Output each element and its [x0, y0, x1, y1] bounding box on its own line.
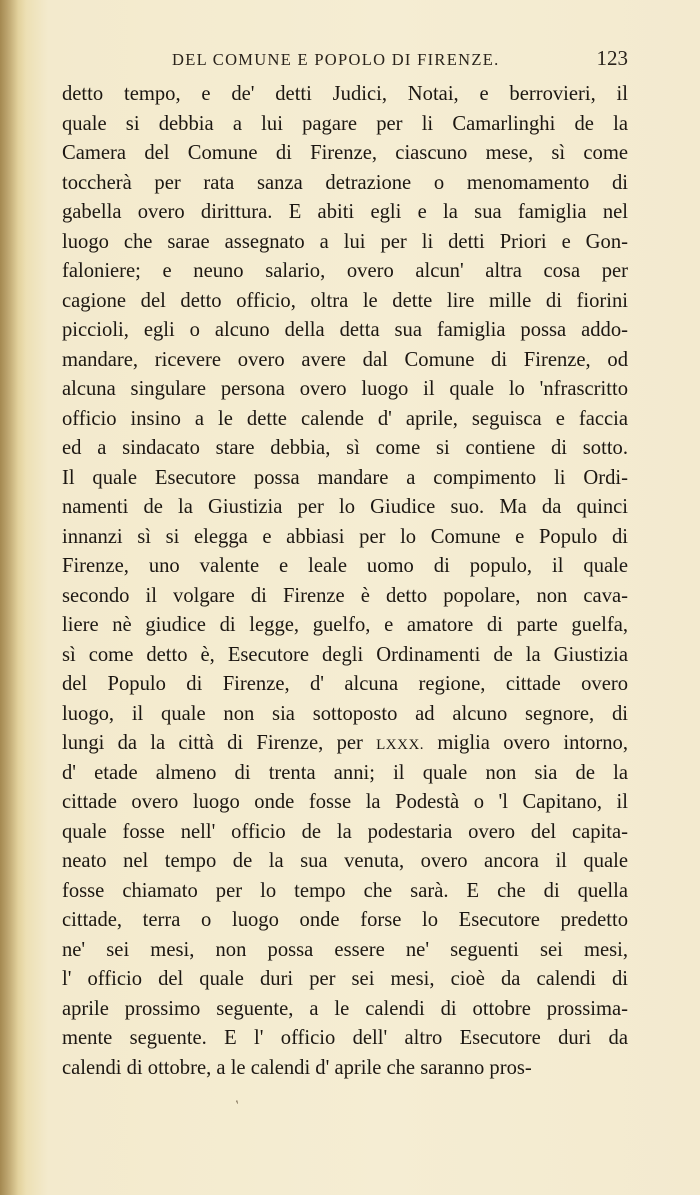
- text-line: del Populo di Firenze, d' alcuna regione, cittade overo: [62, 673, 628, 695]
- text-line: mandare, ricevere overo avere dal Comune di Firenze, od: [62, 348, 628, 371]
- text-line: d' etade almeno di trenta anni; il quale non sia de la: [62, 761, 628, 784]
- text-line: secondo il volgare di Firenze è detto popolare, non cava-: [62, 584, 628, 607]
- text-line: quale fosse nell' officio de la podestaria overo del capita-: [62, 820, 628, 843]
- text-line: fosse chiamato per lo tempo che sarà. E che di quella: [62, 879, 628, 902]
- text-line: aprile prossimo seguente, a le calendi di ottobre prossima-: [62, 997, 628, 1020]
- page-number: 123: [596, 46, 628, 70]
- text-line: luogo, il quale non sia sottoposto ad alcuno segnore, di: [62, 702, 628, 725]
- text-line: l' officio del quale duri per sei mesi, cioè da calendi di: [62, 968, 628, 990]
- text-line: luogo che sarae assegnato a lui per li detti Priori e Gon-: [62, 230, 628, 253]
- text-line: cittade overo luogo onde fosse la Podestà o 'l Capitano, il: [62, 791, 628, 813]
- spine-shadow: [0, 0, 26, 1195]
- text-line: liere nè giudice di legge, guelfo, e amatore di parte guelfa,: [62, 614, 628, 636]
- text-line: officio insino a le dette calende d' aprile, seguisca e faccia: [62, 407, 628, 430]
- text-line: faloniere; e neuno salario, overo alcun' altra cosa per: [62, 260, 628, 282]
- text-line: ed a sindacato stare debbia, sì come si contiene di sotto.: [62, 437, 628, 459]
- text-line: alcuna singulare persona overo luogo il quale lo 'nfrascritto: [62, 378, 628, 400]
- text-line: cagione del detto officio, oltra le dette lire mille di fiorini: [62, 289, 628, 312]
- text-line: mente seguente. E l' officio dell' altro Esecutore duri da: [62, 1027, 628, 1049]
- text-line: Il quale Esecutore possa mandare a compimento li Ordi-: [62, 466, 628, 489]
- running-title: DEL COMUNE E POPOLO DI FIRENZE.: [172, 50, 500, 69]
- text-line: toccherà per rata sanza detrazione o menomamento di: [62, 171, 628, 194]
- body-text: [62, 80, 628, 1083]
- text-line-with-numeral: [62, 729, 628, 759]
- text-line: ne' sei mesi, non possa essere ne' seguenti sei mesi,: [62, 938, 628, 961]
- text-line: detto tempo, e de' detti Judici, Notai, e berrovieri, il: [62, 83, 628, 105]
- text-fragment: miglia overo intorno,: [437, 732, 628, 754]
- text-line: piccioli, egli o alcuno della detta sua famiglia possa addo-: [62, 319, 628, 341]
- text-line: Camera del Comune di Firenze, ciascuno mese, sì come: [62, 142, 628, 164]
- text-line: gabella overo dirittura. E abiti egli e la sua famiglia nel: [62, 201, 628, 223]
- text-fragment: lungi da la città di Firenze, per: [62, 732, 363, 754]
- roman-numeral: LXXX.: [376, 737, 425, 753]
- text-line: Firenze, uno valente e leale uomo di populo, il quale: [62, 555, 628, 577]
- text-line: quale si debbia a lui pagare per li Camarlinghi de la: [62, 112, 628, 135]
- text-line: cittade, terra o luogo onde forse lo Esecutore predetto: [62, 909, 628, 931]
- stray-mark: ʹ: [234, 1098, 245, 1113]
- text-line: namenti de la Giustizia per lo Giudice suo. Ma da quinci: [62, 496, 628, 518]
- text-line: innanzi sì si elegga e abbiasi per lo Comune e Populo di: [62, 525, 628, 548]
- running-head: [62, 46, 628, 74]
- text-line: calendi di ottobre, a le calendi d' aprile che saranno pros-: [62, 1056, 532, 1079]
- text-line: neato nel tempo de la sua venuta, overo ancora il quale: [62, 850, 628, 872]
- text-line: sì come detto è, Esecutore degli Ordinamenti de la Giustizia: [62, 643, 628, 666]
